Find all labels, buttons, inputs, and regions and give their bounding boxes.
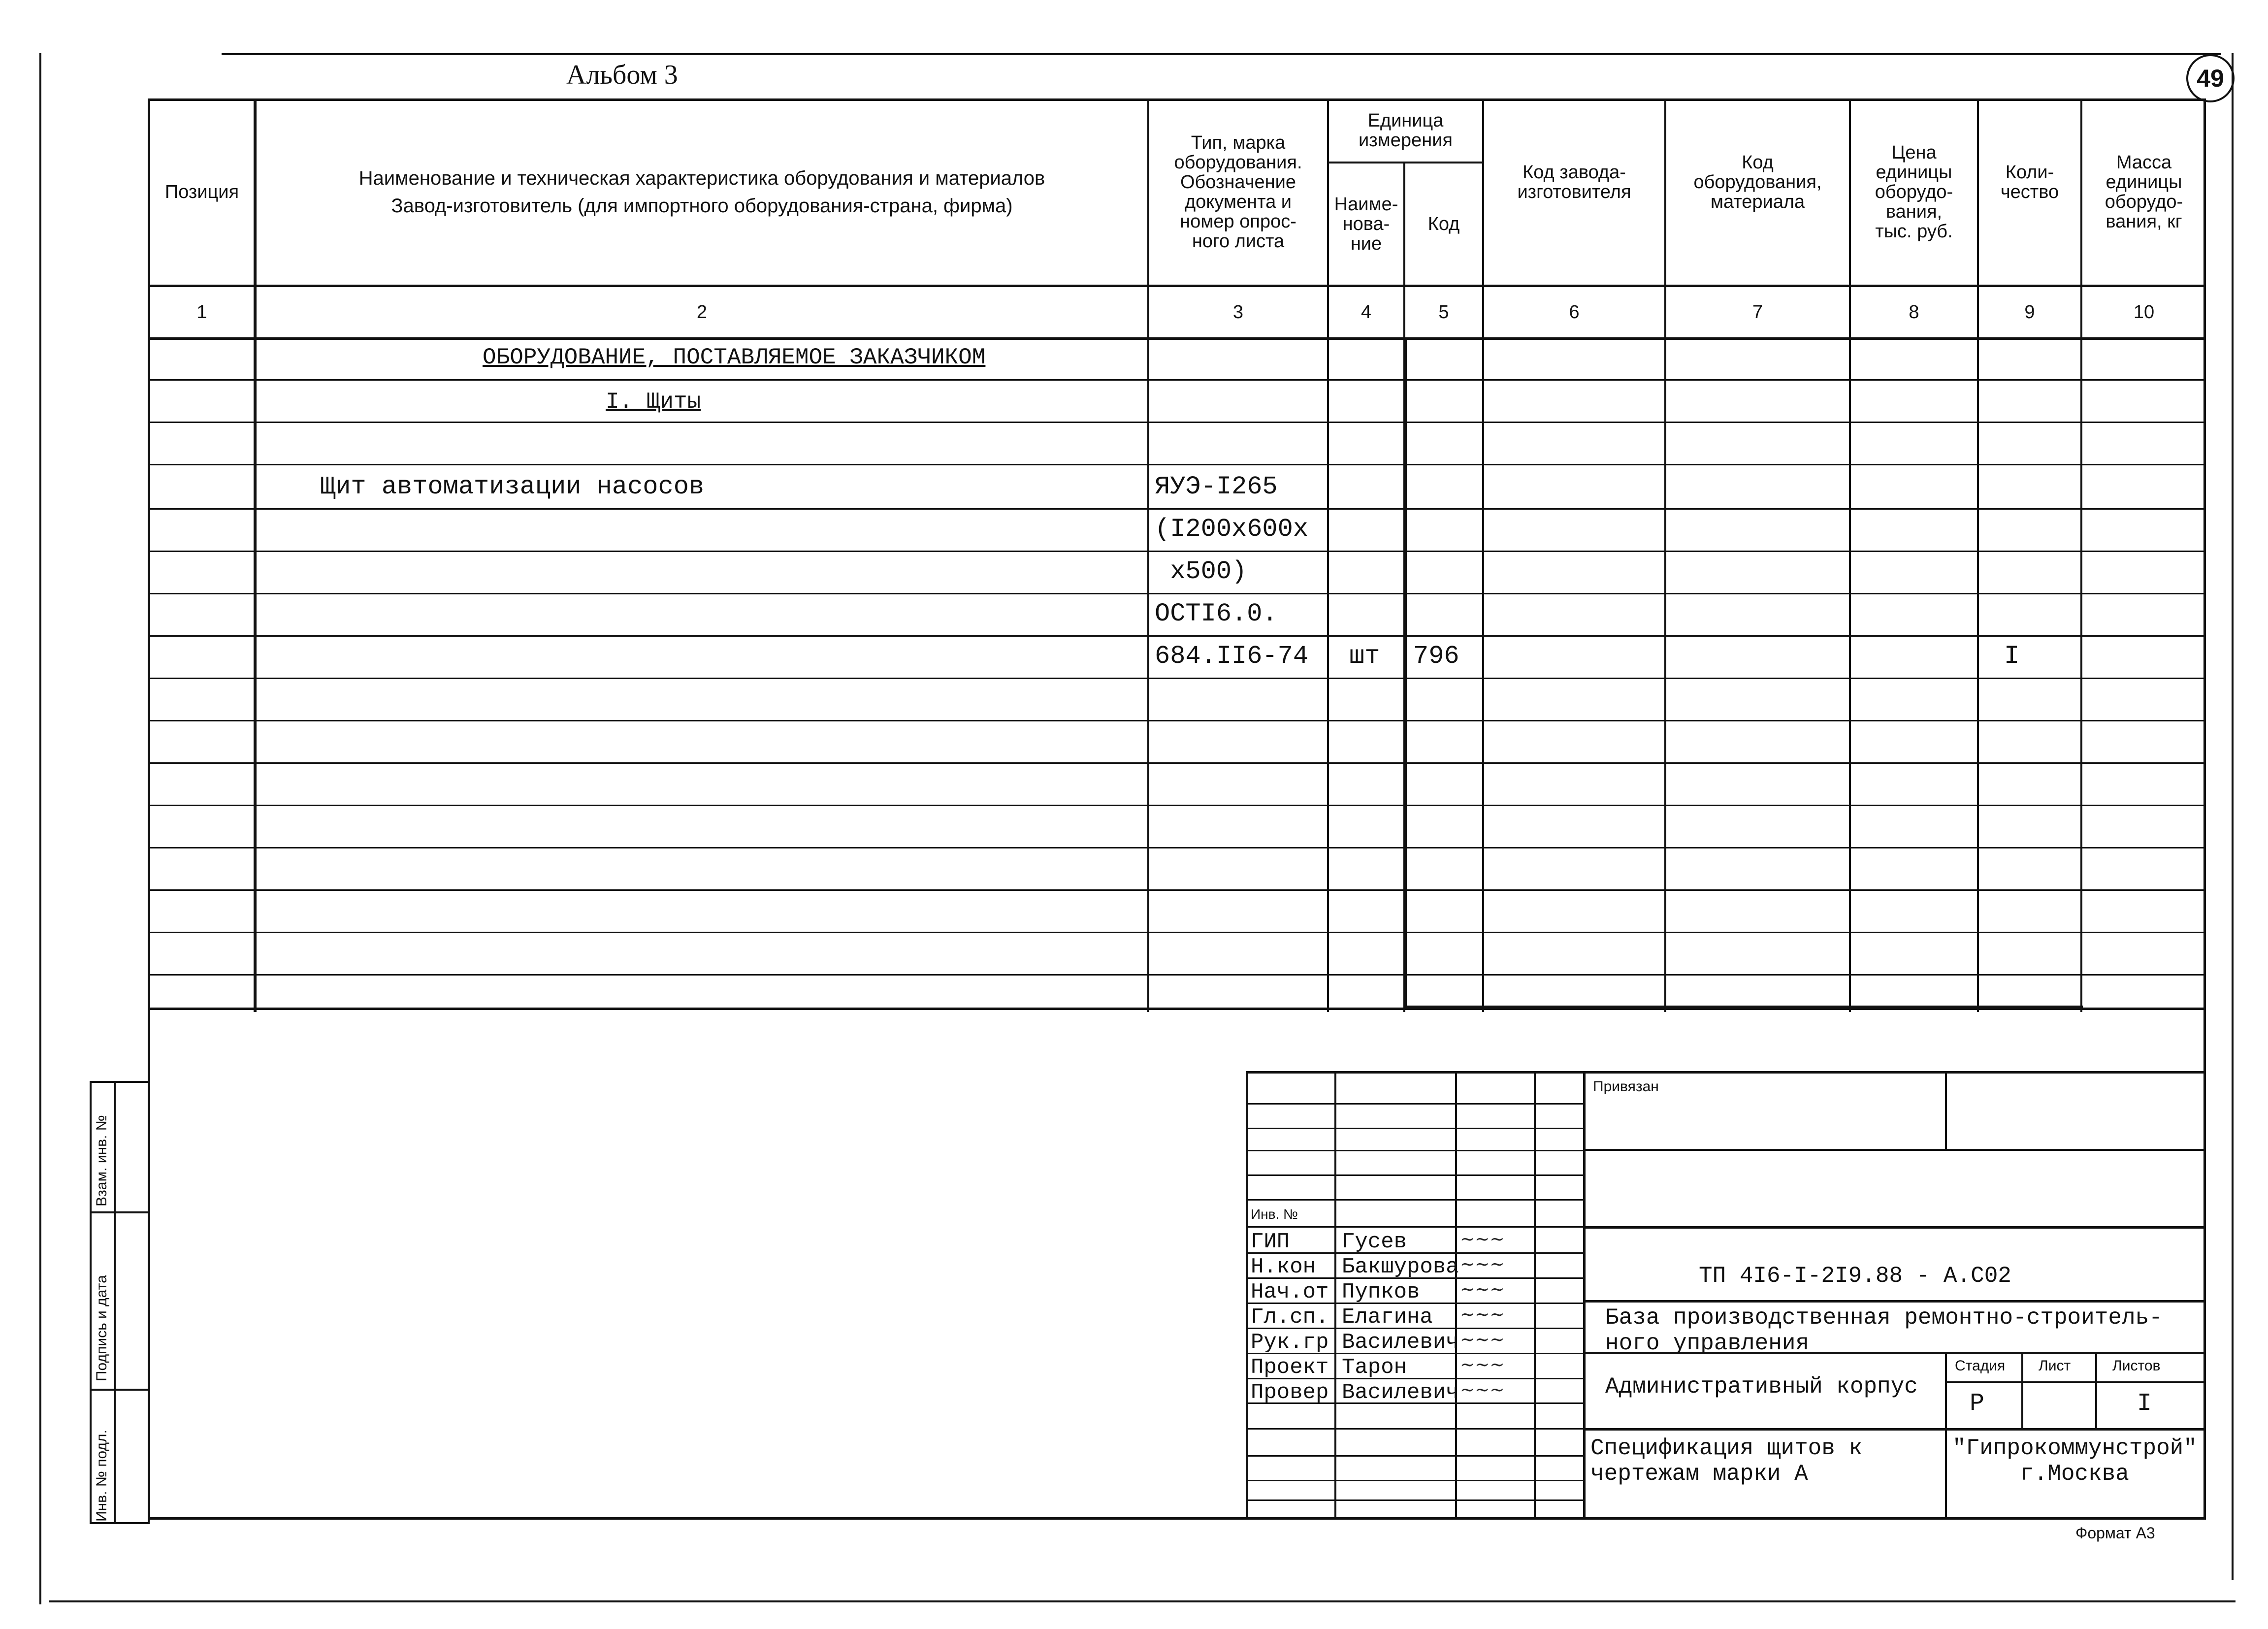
page-number-circle xyxy=(2186,54,2235,102)
sheets-value: I xyxy=(2137,1390,2152,1418)
signatory-name: Тарон xyxy=(1342,1355,1407,1380)
row-3-type: x500) xyxy=(1155,557,1247,586)
table-row-line xyxy=(148,422,2206,423)
signature-mark: ~~~ xyxy=(1460,1355,1505,1375)
table-row-line xyxy=(148,1008,2206,1010)
tb-hline-c xyxy=(1583,1300,2206,1303)
row-2-type: (I200x600x xyxy=(1155,515,1309,544)
signatory-role: Проект xyxy=(1251,1355,1329,1380)
header-type: Тип, марка оборудования. Обозначение документа и номер опрос- ного листа xyxy=(1174,132,1302,252)
signature-mark: ~~~ xyxy=(1460,1254,1505,1274)
signatory-name: Пупков xyxy=(1342,1280,1420,1304)
row-5-code: 796 xyxy=(1413,642,1459,671)
colnum-6: 6 xyxy=(1569,301,1580,323)
tb-hline-e xyxy=(1583,1428,2206,1431)
sheet-title: Спецификация щитов к чертежам марки А xyxy=(1590,1435,1863,1487)
tb-privyazan-vline xyxy=(1945,1071,1947,1150)
header-unit-name: Наиме- нова- ние xyxy=(1334,194,1398,254)
header-quantity: Коли- чество xyxy=(2000,162,2059,202)
table-row-line xyxy=(148,805,2206,806)
row-4-type: ОСТI6.0. xyxy=(1155,599,1278,628)
title-block-row-line xyxy=(1246,1252,1586,1254)
signature-mark: ~~~ xyxy=(1460,1279,1505,1300)
side-stamp-sep-1 xyxy=(90,1211,150,1213)
colnum-7: 7 xyxy=(1752,301,1763,323)
project-name: База производственная ремонтно-строитель- ного управления xyxy=(1605,1305,2163,1356)
header-price: Цена единицы оборудо- вания, тыс. руб. xyxy=(1875,142,1953,242)
row-5-type: 684.II6-74 xyxy=(1155,642,1309,671)
header-position: Позиция xyxy=(164,182,239,202)
building-name: Административный корпус xyxy=(1605,1374,1918,1400)
table-row-line xyxy=(148,678,2206,679)
signatory-role: Гл.сп. xyxy=(1251,1305,1329,1330)
signature-mark: ~~~ xyxy=(1460,1229,1505,1249)
title-block-row-line xyxy=(1246,1150,1586,1151)
frame-bottom-outer-line xyxy=(49,1600,2236,1602)
header-unit-group: Единица измерения xyxy=(1359,110,1453,151)
colnum-4: 4 xyxy=(1361,301,1372,323)
row-1-type: ЯУЭ-I265 xyxy=(1155,472,1278,501)
table-row-line xyxy=(148,379,2206,381)
format-label: Формат А3 xyxy=(2075,1524,2155,1542)
frame-top-line xyxy=(222,53,2221,55)
tb-vline-1 xyxy=(1334,1071,1336,1520)
title-block-row-line xyxy=(1246,1103,1586,1105)
title-block-row-line xyxy=(1246,1199,1586,1201)
signatory-name: Гусев xyxy=(1342,1230,1407,1254)
header-equipment-code: Код оборудования, материала xyxy=(1693,152,1822,212)
table-row-line xyxy=(148,464,2206,465)
sheet-label: Лист xyxy=(2039,1358,2071,1374)
album-label: Альбом 3 xyxy=(566,60,678,90)
header-factory-code: Код завода- изготовителя xyxy=(1517,162,1631,202)
colnum-2: 2 xyxy=(696,301,708,323)
title-block-row-line xyxy=(1246,1128,1586,1129)
privyazan-label: Привязан xyxy=(1593,1078,1659,1095)
row-1-name: Щит автоматизации насосов xyxy=(320,472,705,501)
table-row-line xyxy=(148,847,2206,848)
tb-vline-stage xyxy=(1945,1352,1947,1520)
data-box-left xyxy=(1403,340,1407,1010)
document-code: ТП 4I6-I-2I9.88 - А.С02 xyxy=(1699,1263,2011,1289)
side-label-podpis-data: Подпись и дата xyxy=(94,1275,110,1381)
signatory-name: Василевич xyxy=(1342,1330,1459,1355)
signatory-role: ГИП xyxy=(1251,1230,1290,1254)
table-row-line xyxy=(148,932,2206,933)
signature-mark: ~~~ xyxy=(1460,1380,1505,1400)
side-stamp-divider xyxy=(114,1081,116,1524)
tb-vline-3 xyxy=(1534,1071,1536,1520)
side-label-vzam-inv: Взам. инв. № xyxy=(94,1115,110,1206)
inv-no-label: Инв. № xyxy=(1251,1206,1298,1222)
row-5-unit: шт xyxy=(1349,642,1380,671)
side-label-inv-podl: Инв. № подл. xyxy=(94,1430,110,1522)
table-row-line xyxy=(148,889,2206,891)
signatory-role: Н.кон xyxy=(1251,1255,1316,1279)
tb-hline-stage xyxy=(1945,1381,2206,1383)
colnum-8: 8 xyxy=(1909,301,1919,323)
table-row-line xyxy=(148,974,2206,976)
title-block-row-line xyxy=(1246,1499,1586,1501)
tb-vline-sheet xyxy=(2021,1352,2023,1428)
colnum-10: 10 xyxy=(2133,301,2155,323)
side-stamp-sep-2 xyxy=(90,1389,150,1391)
frame-left-margin-line xyxy=(39,53,41,1604)
tb-hline-b xyxy=(1583,1226,2206,1229)
colnum-3: 3 xyxy=(1232,301,1244,323)
sheets-label: Листов xyxy=(2112,1358,2161,1374)
colnum-1: 1 xyxy=(196,301,207,323)
table-row-line xyxy=(148,762,2206,764)
signatory-role: Рук.гр xyxy=(1251,1330,1329,1355)
stage-value: Р xyxy=(1970,1390,1985,1418)
colnum-9: 9 xyxy=(2024,301,2035,323)
title-block-row-line xyxy=(1246,1174,1586,1176)
signatory-role: Нач.от xyxy=(1251,1280,1329,1304)
organization: "Гипрокоммунстрой" г.Москва xyxy=(1952,1435,2197,1487)
colnum-bottom-line xyxy=(148,337,2206,340)
tb-hline-a xyxy=(1583,1149,2206,1151)
signatory-name: Василевич xyxy=(1342,1380,1459,1405)
row-5-qty: I xyxy=(2004,642,2020,671)
title-block-row-line xyxy=(1246,1226,1586,1228)
header-unit-code: Код xyxy=(1427,214,1460,234)
title-block-row-line xyxy=(1246,1455,1586,1457)
header-name: Наименование и техническая характеристика оборудования и материалов Завод-изготовитель (для импортного оборудования-страна, фирма) xyxy=(358,167,1045,217)
tb-vline-sheets xyxy=(2095,1352,2097,1428)
signatory-name: Бакшурова xyxy=(1342,1255,1459,1279)
signatory-name: Елагина xyxy=(1342,1305,1433,1330)
title-block-row-line xyxy=(1246,1480,1586,1481)
section-title: ОБОРУДОВАНИЕ, ПОСТАВЛЯЕМОЕ ЗАКАЗЧИКОМ xyxy=(483,345,986,370)
colnum-5: 5 xyxy=(1438,301,1449,323)
stage-label: Стадия xyxy=(1955,1358,2006,1374)
table-row-line xyxy=(148,720,2206,721)
frame-right-line xyxy=(2232,53,2234,1580)
subsection-title: I. Щиты xyxy=(606,389,701,415)
title-block-row-line xyxy=(1246,1428,1586,1430)
signature-mark: ~~~ xyxy=(1460,1304,1505,1325)
tb-vline-4 xyxy=(1583,1071,1586,1520)
signature-mark: ~~~ xyxy=(1460,1330,1505,1350)
tb-vline-2 xyxy=(1455,1071,1457,1520)
page-number: 49 xyxy=(2197,65,2224,92)
unit-group-line xyxy=(1327,162,1484,163)
header-mass: Масса единицы оборудо- вания, кг xyxy=(2105,152,2183,232)
signatory-role: Провер xyxy=(1251,1380,1329,1405)
